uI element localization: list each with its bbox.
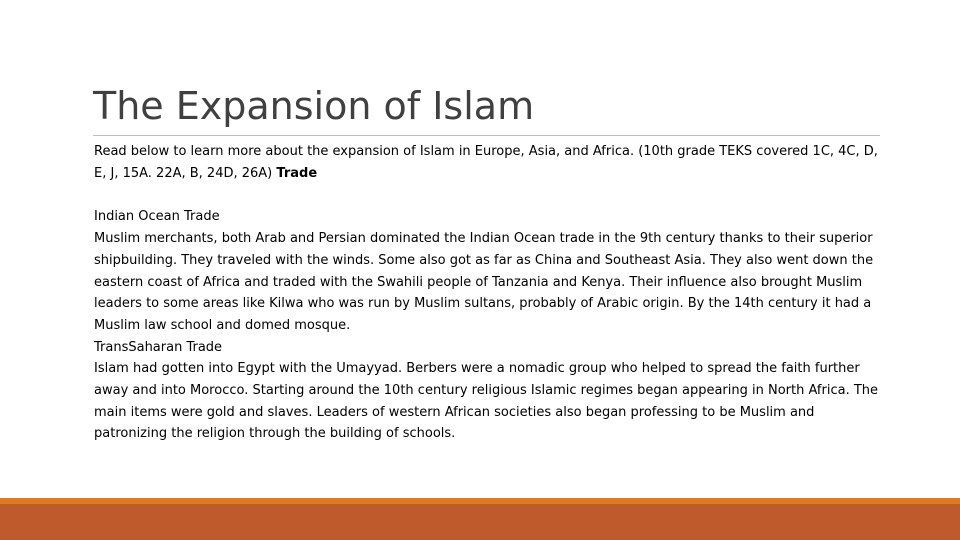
section-heading-indian-ocean: Indian Ocean Trade [94, 209, 220, 225]
section-body-indian-ocean: Muslim merchants, both Arab and Persian dominated the Indian Ocean trade in the 9th century thanks to their superior shipbuilding. They traveled with the winds. Some also got as far as China and Southeast Asia. They also went down the eastern coast of Africa and traded with the Swahili people of Tanzania and Kenya. Their influence also brought Muslim leaders to some areas like Kilwa who was run by Muslim sultans, probably of Arabic origin. By the 14th century it had a Muslim law school and domed mosque. [94, 231, 874, 333]
section-heading-transsaharan: TransSaharan Trade [94, 339, 223, 355]
title-divider [93, 135, 880, 136]
intro-paragraph [94, 141, 884, 184]
footer-band [0, 504, 960, 540]
slide-body [94, 141, 884, 445]
section-body-transsaharan: Islam had gotten into Egypt with the Umayyad. Berbers were a nomadic group who helped to spread the faith further away and into Morocco. Starting around the 10th century religious Islamic regimes began appearing in North Africa. The main items were gold and slaves. Leaders of western African societies also began professing to be Muslim and patronizing the religion through the building of schools. [94, 361, 879, 442]
intro-highlight: Trade [276, 165, 318, 181]
intro-text: Read below to learn more about the expansion of Islam in Europe, Asia, and Africa. (10th grade TEKS covered 1C, 4C, D, E, J, 15A. 22A, B, 24D, 26A) [94, 144, 878, 181]
slide-title: The Expansion of Islam [93, 84, 535, 128]
